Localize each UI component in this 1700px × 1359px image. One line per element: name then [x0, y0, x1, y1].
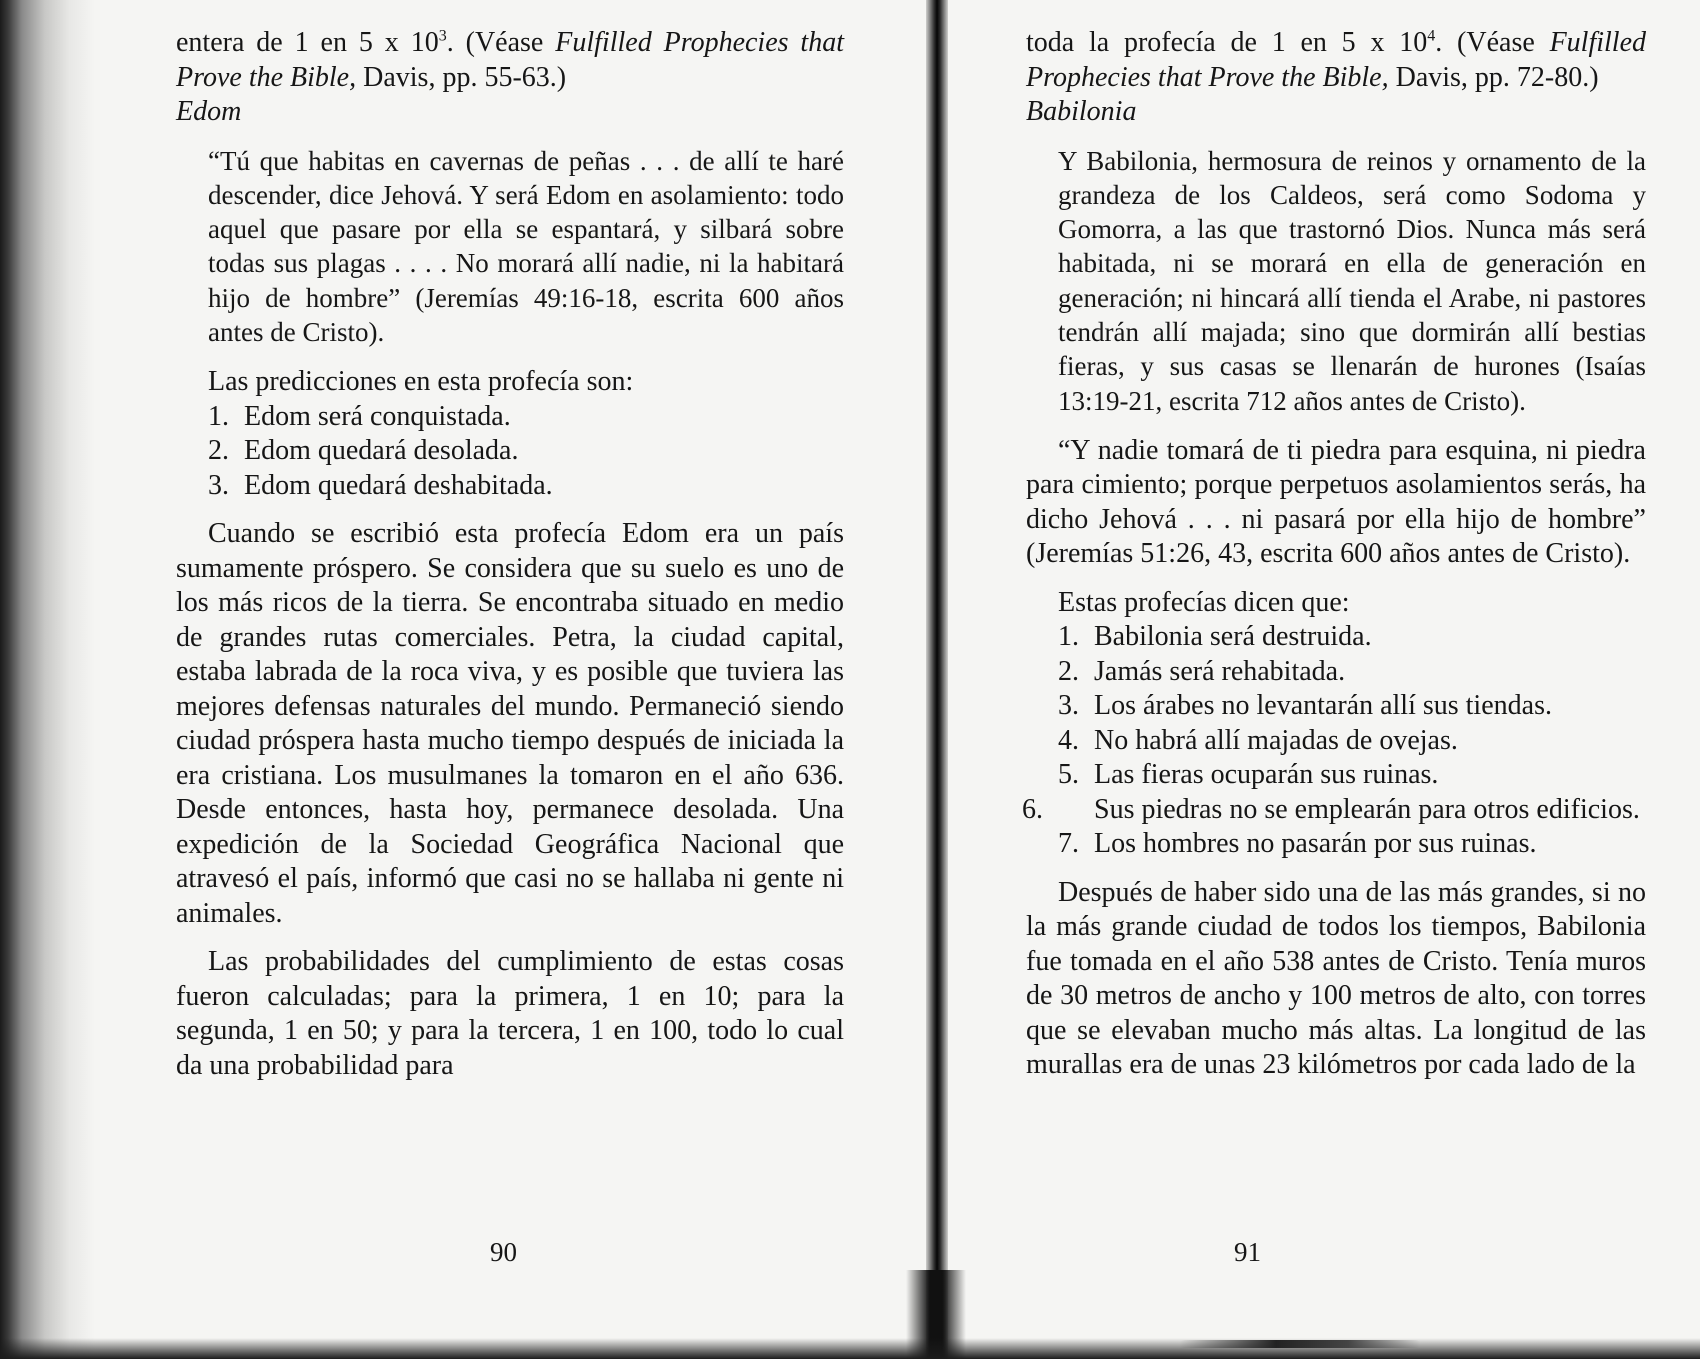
- page-edge-shadow: [0, 0, 95, 1359]
- list-item: 2. Edom quedará desolada.: [208, 435, 519, 467]
- scan-smudge: [1180, 1340, 1420, 1348]
- list-item: 2. Jamás será rehabitada.: [1058, 655, 1346, 687]
- body-paragraph: Después de haber sido una de las más grandes, si no la más grande ciudad de todos los tiempos, Babilonia fue tomada en el año 538 antes de Cristo. Tenía muros de 30 metros de ancho y 100 metros de alto, con torres que se elevaban mucho más altas. La longitud de las murallas era de unas 23 kilómetros por cada lado de la: [1026, 876, 1646, 1081]
- exponent: 3: [438, 27, 447, 45]
- left-page-text: [176, 26, 844, 1083]
- scripture-quote: “Tú que habitas en cavernas de peñas . . . de allí te haré descender, dice Jehová. Y será Edom en asolamiento: todo aquel que pasare por ella se espantará, y silbará sobre todas sus plagas . . . . No morará allí nadie, ni la habitará hijo de hombre” (Jeremías 49:16-18, escrita 600 años antes de Cristo).: [208, 145, 844, 347]
- body-paragraph: Cuando se escribió esta profecía Edom era un país sumamente próspero. Se considera que su suelo es uno de los más ricos de la tierra. Se encontraba situado en medio de grandes rutas comerciales. Petra, la ciudad capital, estaba labrada de la roca viva, y es posible que tuviera las mejores defensas naturales del mundo. Permaneció siendo ciudad próspera hasta mucho tiempo después de iniciada la era cristiana. Los musulmanes la tomaron en el año 636. Desde entonces, hasta hoy, permanece desolada. Una expedición de la Sociedad Geográfica Nacional que atravesó el país, informó que casi no se hallaba ni gente ni animales.: [176, 518, 844, 929]
- book-title: Fulfilled Prophecies that Prove the Bible,: [1026, 27, 1646, 93]
- book-gutter: [926, 0, 948, 1359]
- book-title: Fulfilled Prophecies that Prove the Bible,: [176, 27, 844, 93]
- list-item: 3. Edom quedará deshabitada.: [208, 469, 553, 501]
- list-item: 4. No habrá allí majadas de ovejas.: [1058, 724, 1458, 756]
- list-item: 3. Los árabes no levantarán allí sus tiendas.: [1058, 690, 1552, 722]
- right-page-text: [1022, 26, 1646, 1083]
- right-page: [944, 0, 1700, 1359]
- bottom-edge-shadow: [0, 1338, 1700, 1359]
- list-item: 7. Los hombres no pasarán por sus ruinas.: [1058, 828, 1537, 860]
- list-item: 5. Las fieras ocuparán sus ruinas.: [1058, 759, 1439, 791]
- prophecy-list: [1022, 620, 1646, 862]
- list-item: 1. Edom será conquistada.: [208, 400, 511, 432]
- exponent: 4: [1427, 27, 1436, 45]
- section-heading: Babilonia: [1026, 96, 1137, 127]
- opening-line: entera de 1 en 5 x $10^3$. (Véase Fulfilled Prophecies that Prove the Bible, Davis, pp. 55-63.): [176, 27, 844, 93]
- body-paragraph: Las probabilidades del cumplimiento de estas cosas fueron calculadas; para la primera, 1 en 10; para la segunda, 1 en 50; y para la tercera, 1 en 100, todo lo cual da una probabilidad para: [176, 946, 844, 1081]
- page-number: 90: [490, 1237, 517, 1267]
- scripture-quote-2: “Y nadie tomará de ti piedra para esquina, ni piedra para cimiento; porque perpetuos asolamientos serás, ha dicho Jehová . . . ni pasará por ella hijo de hombre” (Jeremías 51:26, 43, escrita 600 años antes de Cristo).: [1026, 434, 1646, 570]
- list-item: 1. Babilonia será destruida.: [1058, 621, 1372, 653]
- predictions-list: [176, 400, 844, 504]
- section-heading: Edom: [176, 96, 242, 127]
- list-intro: Estas profecías dicen que:: [1058, 586, 1350, 618]
- list-item: 6. Sus piedras no se emplearán para otros edificios.: [1022, 793, 1640, 825]
- page-number: 91: [1234, 1237, 1261, 1267]
- scripture-quote: Y Babilonia, hermosura de reinos y ornamento de la grandeza de los Caldeos, será como Sodoma y Gomorra, a las que trastornó Dios. Nunca más será habitada, ni se morará en ella de generación en generación; ni hincará allí tienda el Arabe, ni pastores tendrán allí majada; sino que dormirán allí bestias fieras, y sus casas se llenarán de hurones (Isaías 13:19-21, escrita 712 años antes de Cristo).: [1058, 145, 1646, 416]
- opening-line: toda la profecía de 1 en 5 x $10^4$. (Véase Fulfilled Prophecies that Prove the Bible, Davis, pp. 72-80.): [1026, 27, 1646, 93]
- predictions-intro: Las predicciones en esta profecía son:: [208, 366, 634, 398]
